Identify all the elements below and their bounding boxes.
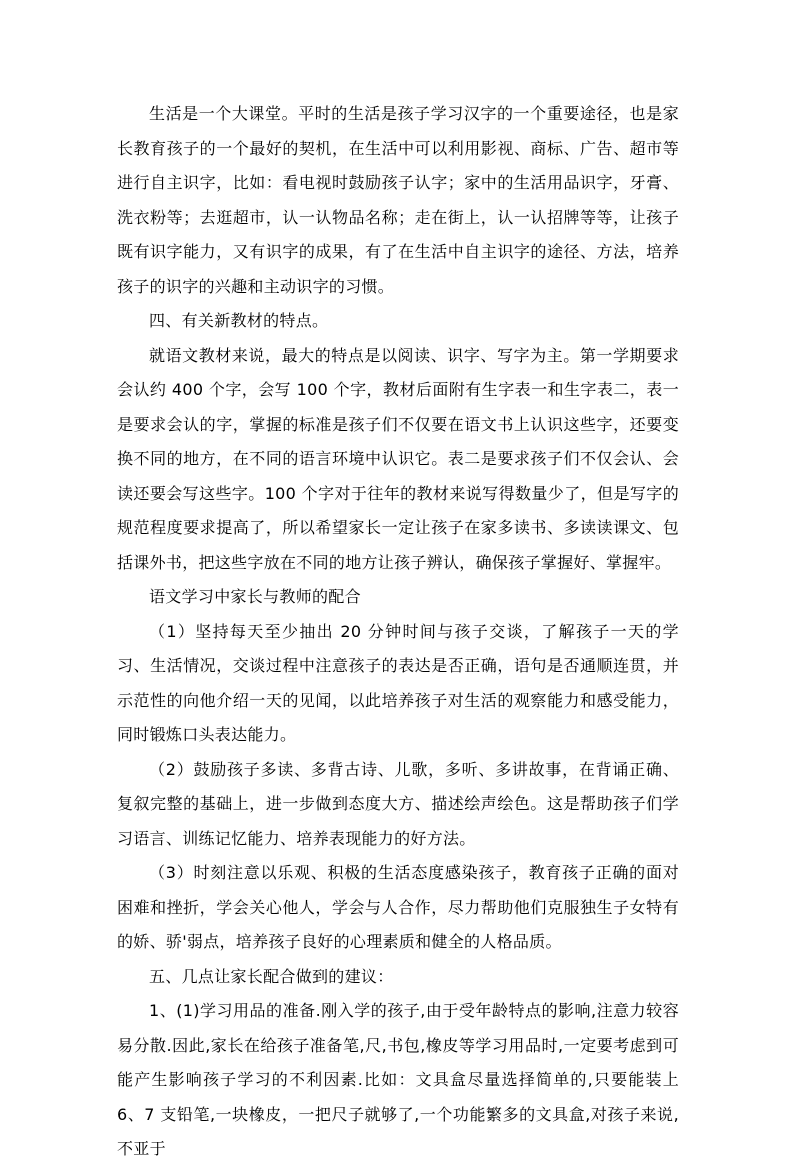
paragraph-life-literacy: 生活是一个大课堂。平时的生活是孩子学习汉字的一个重要途径，也是家长教育孩子的一个最好的契机，在生活中可以利用影视、商标、广告、超市等进行自主识字，比如：看电视时鼓励孩子认字；家中的生活用品识字，牙膏、洗衣粉等；去逛超市，认一认物品名称；走在街上，认一认招牌等等，让孩子既有识字能力，又有识字的成果，有了在生活中自主识字的途径、方法，培养孩子的识字的兴趣和主动识字的习惯。 [117,104,679,296]
heading-parent-suggestions: 五、几点让家长配合做到的建议： [149,966,394,986]
heading-parent-teacher-cooperation: 语文学习中家长与教师的配合 [149,587,361,606]
paragraph-textbook-features: 就语文教材来说，最大的特点是以阅读、识字、写字为主。第一学期要求会认约 400 个字，会写 100 个字，教材后面附有生字表一和生字表二，表一是要求会认的字，掌握的标准是孩子们不仅要在语文书上认识这些字，还要变换不同的地方，在不同的语言环境中认识它。表二是要求孩子们不仅会认、会读还要会写这些字。100 个字对于往年的教材来说写得数量少了，但是写字的规范程度要求提高了，所以希望家长一定让孩子在家多读书、多读读课文、包括课外书，把这些字放在不同的地方让孩子辨认，确保孩子掌握好、掌握牢。 [117,345,679,572]
paragraph-school-supplies: 1、(1)学习用品的准备.刚入学的孩子,由于受年龄特点的影响,注意力较容易分散.因此,家长在给孩子准备笔,尺,书包,橡皮等学习用品时,一定要考虑到可能产生影响孩子学习的不利因素.比如：文具盒尽量选择简单的,只要能装上 6、7 支铅笔,一块橡皮，一把尺子就够了,一个功能繁多的文具盒,对孩子来说,不亚于 [117,1001,679,1158]
paragraph-daily-conversation: （1）坚持每天至少抽出 20 分钟时间与孩子交谈，了解孩子一天的学习、生活情况，交谈过程中注意孩子的表达是否正确，语句是否通顺连贯，并示范性的向他介绍一天的见闻，以此培养孩子对生活的观察能力和感受能力，同时锻炼口头表达能力。 [117,621,679,744]
heading-new-textbook-features: 四、有关新教材的特点。 [149,311,329,330]
document-body [117,97,679,1167]
paragraph-reading-reciting: （2）鼓励孩子多读、多背古诗、儿歌，多听、多讲故事，在背诵正确、复叙完整的基础上，进一步做到态度大方、描述绘声绘色。这是帮助孩子们学习语言、训练记忆能力、培养表现能力的好方法。 [117,759,679,848]
paragraph-positive-attitude: （3）时刻注意以乐观、积极的生活态度感染孩子，教育孩子正确的面对困难和挫折，学会关心他人，学会与人合作，尽力帮助他们克服独生子女特有的娇、骄'弱点，培养孩子良好的心理素质和健全的人格品质。 [117,863,679,951]
